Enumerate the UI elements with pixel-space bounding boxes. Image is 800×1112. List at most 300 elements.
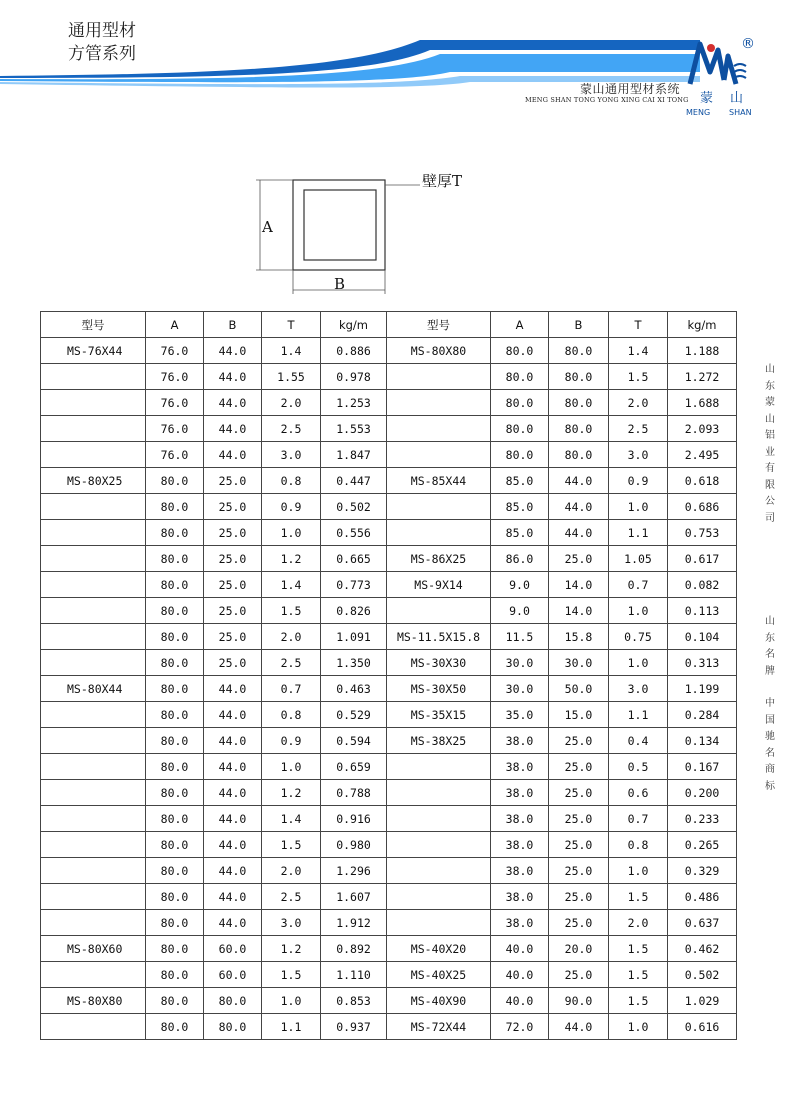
- value-cell: 38.0: [491, 832, 549, 858]
- value-cell: 1.55: [262, 364, 321, 390]
- value-cell: 0.104: [668, 624, 737, 650]
- value-cell: 44.0: [549, 1014, 609, 1040]
- table-row: [41, 520, 737, 546]
- value-cell: 80.0: [146, 988, 204, 1014]
- value-cell: 2.0: [609, 390, 668, 416]
- value-cell: 0.8: [609, 832, 668, 858]
- table-row: [41, 364, 737, 390]
- value-cell: 44.0: [204, 676, 262, 702]
- value-cell: 0.773: [321, 572, 387, 598]
- value-cell: 40.0: [491, 988, 549, 1014]
- value-cell: 1.0: [262, 988, 321, 1014]
- value-cell: 25.0: [204, 468, 262, 494]
- value-cell: 80.0: [491, 338, 549, 364]
- value-cell: 0.462: [668, 936, 737, 962]
- value-cell: 0.9: [262, 728, 321, 754]
- value-cell: 1.199: [668, 676, 737, 702]
- model-cell: [41, 546, 146, 572]
- value-cell: 25.0: [549, 832, 609, 858]
- sidebar-award-1: 山东名牌: [765, 616, 775, 677]
- value-cell: 0.916: [321, 806, 387, 832]
- value-cell: 1.029: [668, 988, 737, 1014]
- value-cell: 0.7: [609, 572, 668, 598]
- value-cell: 0.6: [609, 780, 668, 806]
- value-cell: 0.5: [609, 754, 668, 780]
- model-cell: MS-80X60: [41, 936, 146, 962]
- value-cell: 1.5: [262, 962, 321, 988]
- value-cell: 25.0: [549, 728, 609, 754]
- value-cell: 44.0: [204, 754, 262, 780]
- table-row: [41, 962, 737, 988]
- value-cell: 80.0: [146, 572, 204, 598]
- value-cell: 0.265: [668, 832, 737, 858]
- logo-text-left: MENG: [686, 108, 711, 117]
- value-cell: 0.9: [262, 494, 321, 520]
- value-cell: 44.0: [204, 364, 262, 390]
- model-cell: [387, 884, 491, 910]
- value-cell: 0.686: [668, 494, 737, 520]
- value-cell: 38.0: [491, 884, 549, 910]
- value-cell: 76.0: [146, 390, 204, 416]
- table-row: [41, 598, 737, 624]
- title-line-2: 方管系列: [68, 44, 136, 64]
- value-cell: 44.0: [549, 520, 609, 546]
- value-cell: 80.0: [146, 754, 204, 780]
- value-cell: 38.0: [491, 910, 549, 936]
- value-cell: 80.0: [146, 858, 204, 884]
- value-cell: 80.0: [146, 728, 204, 754]
- value-cell: 80.0: [146, 598, 204, 624]
- table-row: [41, 728, 737, 754]
- value-cell: 80.0: [549, 416, 609, 442]
- value-cell: 11.5: [491, 624, 549, 650]
- value-cell: 0.618: [668, 468, 737, 494]
- value-cell: 2.0: [609, 910, 668, 936]
- model-cell: [41, 728, 146, 754]
- value-cell: 25.0: [204, 546, 262, 572]
- column-header: T: [262, 312, 321, 338]
- model-cell: [41, 442, 146, 468]
- model-cell: [387, 910, 491, 936]
- value-cell: 25.0: [549, 780, 609, 806]
- value-cell: 80.0: [549, 364, 609, 390]
- table-row: [41, 624, 737, 650]
- column-header: A: [146, 312, 204, 338]
- model-cell: [41, 962, 146, 988]
- sidebar-company-name: 山东蒙山铝业有限公司: [765, 364, 775, 524]
- value-cell: 1.607: [321, 884, 387, 910]
- value-cell: 1.2: [262, 936, 321, 962]
- table-row: [41, 338, 737, 364]
- value-cell: 9.0: [491, 572, 549, 598]
- model-cell: [387, 390, 491, 416]
- value-cell: 3.0: [262, 910, 321, 936]
- value-cell: 2.5: [262, 884, 321, 910]
- dimension-label-wall-thickness: 壁厚T: [422, 172, 463, 190]
- value-cell: 3.0: [609, 442, 668, 468]
- value-cell: 1.091: [321, 624, 387, 650]
- value-cell: 2.5: [262, 650, 321, 676]
- model-cell: [387, 832, 491, 858]
- value-cell: 86.0: [491, 546, 549, 572]
- value-cell: 2.093: [668, 416, 737, 442]
- dimension-label-b: B: [334, 275, 346, 293]
- value-cell: 0.7: [262, 676, 321, 702]
- value-cell: 1.2: [262, 546, 321, 572]
- column-header: kg/m: [321, 312, 387, 338]
- value-cell: 80.0: [146, 546, 204, 572]
- model-cell: MS-80X44: [41, 676, 146, 702]
- value-cell: 80.0: [146, 962, 204, 988]
- model-cell: [387, 806, 491, 832]
- column-header: T: [609, 312, 668, 338]
- value-cell: 0.9: [609, 468, 668, 494]
- value-cell: 1.0: [609, 858, 668, 884]
- table-row: [41, 780, 737, 806]
- value-cell: 85.0: [491, 520, 549, 546]
- value-cell: 0.233: [668, 806, 737, 832]
- title-line-1: 通用型材: [68, 21, 136, 41]
- cross-section-diagram: [250, 160, 490, 300]
- brand-name-pinyin: MENG SHAN TONG YONG XING CAI XI TONG: [525, 96, 689, 104]
- model-cell: MS-85X44: [387, 468, 491, 494]
- value-cell: 1.2: [262, 780, 321, 806]
- value-cell: 2.0: [262, 858, 321, 884]
- value-cell: 80.0: [146, 624, 204, 650]
- value-cell: 15.0: [549, 702, 609, 728]
- value-cell: 80.0: [549, 338, 609, 364]
- value-cell: 1.5: [262, 598, 321, 624]
- value-cell: 0.113: [668, 598, 737, 624]
- value-cell: 76.0: [146, 416, 204, 442]
- model-cell: MS-80X80: [41, 988, 146, 1014]
- value-cell: 1.188: [668, 338, 737, 364]
- value-cell: 1.0: [609, 598, 668, 624]
- value-cell: 80.0: [204, 988, 262, 1014]
- model-cell: MS-80X80: [387, 338, 491, 364]
- column-header: A: [491, 312, 549, 338]
- value-cell: 1.912: [321, 910, 387, 936]
- value-cell: 85.0: [491, 468, 549, 494]
- model-cell: [41, 598, 146, 624]
- value-cell: 72.0: [491, 1014, 549, 1040]
- value-cell: 1.0: [609, 650, 668, 676]
- table-row: [41, 442, 737, 468]
- model-cell: [41, 832, 146, 858]
- value-cell: 0.284: [668, 702, 737, 728]
- value-cell: 0.853: [321, 988, 387, 1014]
- logo-char-left: 蒙: [700, 91, 714, 106]
- model-cell: MS-72X44: [387, 1014, 491, 1040]
- table-row: [41, 910, 737, 936]
- model-cell: [41, 650, 146, 676]
- model-cell: [41, 910, 146, 936]
- model-cell: [41, 364, 146, 390]
- value-cell: 0.313: [668, 650, 737, 676]
- column-header: 型号: [41, 312, 146, 338]
- value-cell: 3.0: [609, 676, 668, 702]
- value-cell: 2.0: [262, 390, 321, 416]
- value-cell: 44.0: [204, 910, 262, 936]
- value-cell: 80.0: [146, 936, 204, 962]
- model-cell: [387, 780, 491, 806]
- table-row: [41, 546, 737, 572]
- value-cell: 0.463: [321, 676, 387, 702]
- table-row: [41, 572, 737, 598]
- value-cell: 1.0: [609, 1014, 668, 1040]
- value-cell: 90.0: [549, 988, 609, 1014]
- value-cell: 25.0: [204, 650, 262, 676]
- value-cell: 38.0: [491, 858, 549, 884]
- value-cell: 0.529: [321, 702, 387, 728]
- value-cell: 0.502: [321, 494, 387, 520]
- value-cell: 80.0: [549, 442, 609, 468]
- model-cell: [41, 858, 146, 884]
- table-row: [41, 858, 737, 884]
- model-cell: [387, 858, 491, 884]
- value-cell: 0.502: [668, 962, 737, 988]
- value-cell: 2.495: [668, 442, 737, 468]
- value-cell: 44.0: [204, 338, 262, 364]
- model-cell: [387, 364, 491, 390]
- value-cell: 35.0: [491, 702, 549, 728]
- value-cell: 44.0: [204, 780, 262, 806]
- value-cell: 0.788: [321, 780, 387, 806]
- value-cell: 0.753: [668, 520, 737, 546]
- value-cell: 80.0: [146, 702, 204, 728]
- model-cell: MS-38X25: [387, 728, 491, 754]
- value-cell: 30.0: [491, 676, 549, 702]
- model-cell: [41, 1014, 146, 1040]
- table-row: [41, 468, 737, 494]
- value-cell: 38.0: [491, 806, 549, 832]
- value-cell: 0.8: [262, 468, 321, 494]
- value-cell: 80.0: [146, 650, 204, 676]
- value-cell: 44.0: [204, 702, 262, 728]
- value-cell: 1.4: [262, 806, 321, 832]
- value-cell: 38.0: [491, 728, 549, 754]
- value-cell: 0.978: [321, 364, 387, 390]
- value-cell: 80.0: [204, 1014, 262, 1040]
- value-cell: 2.5: [609, 416, 668, 442]
- value-cell: 25.0: [549, 858, 609, 884]
- model-cell: [41, 702, 146, 728]
- value-cell: 1.5: [609, 884, 668, 910]
- table-row: [41, 390, 737, 416]
- value-cell: 25.0: [549, 884, 609, 910]
- value-cell: 25.0: [204, 624, 262, 650]
- model-cell: [387, 754, 491, 780]
- value-cell: 44.0: [204, 728, 262, 754]
- value-cell: 3.0: [262, 442, 321, 468]
- value-cell: 76.0: [146, 338, 204, 364]
- value-cell: 1.272: [668, 364, 737, 390]
- column-header: B: [549, 312, 609, 338]
- value-cell: 1.1: [609, 520, 668, 546]
- registered-mark: ®: [741, 36, 755, 52]
- value-cell: 1.4: [262, 572, 321, 598]
- value-cell: 44.0: [204, 858, 262, 884]
- value-cell: 14.0: [549, 572, 609, 598]
- model-cell: [41, 884, 146, 910]
- value-cell: 60.0: [204, 936, 262, 962]
- value-cell: 60.0: [204, 962, 262, 988]
- model-cell: [387, 494, 491, 520]
- value-cell: 25.0: [204, 520, 262, 546]
- value-cell: 1.05: [609, 546, 668, 572]
- value-cell: 80.0: [491, 390, 549, 416]
- model-cell: [387, 520, 491, 546]
- value-cell: 0.886: [321, 338, 387, 364]
- model-cell: MS-80X25: [41, 468, 146, 494]
- value-cell: 9.0: [491, 598, 549, 624]
- model-cell: [41, 624, 146, 650]
- model-cell: [387, 442, 491, 468]
- value-cell: 0.447: [321, 468, 387, 494]
- value-cell: 80.0: [491, 416, 549, 442]
- value-cell: 1.553: [321, 416, 387, 442]
- model-cell: MS-40X90: [387, 988, 491, 1014]
- value-cell: 1.847: [321, 442, 387, 468]
- model-cell: MS-40X25: [387, 962, 491, 988]
- value-cell: 25.0: [204, 494, 262, 520]
- logo-char-right: 山: [730, 91, 744, 106]
- value-cell: 80.0: [146, 780, 204, 806]
- dimension-label-a: A: [262, 218, 273, 236]
- value-cell: 44.0: [549, 468, 609, 494]
- model-cell: MS-86X25: [387, 546, 491, 572]
- value-cell: 40.0: [491, 962, 549, 988]
- value-cell: 1.0: [609, 494, 668, 520]
- column-header: 型号: [387, 312, 491, 338]
- model-cell: MS-35X15: [387, 702, 491, 728]
- value-cell: 44.0: [204, 884, 262, 910]
- value-cell: 1.688: [668, 390, 737, 416]
- value-cell: 0.556: [321, 520, 387, 546]
- value-cell: 0.980: [321, 832, 387, 858]
- model-cell: [41, 390, 146, 416]
- table-row: [41, 702, 737, 728]
- value-cell: 0.329: [668, 858, 737, 884]
- value-cell: 0.7: [609, 806, 668, 832]
- value-cell: 14.0: [549, 598, 609, 624]
- value-cell: 44.0: [204, 806, 262, 832]
- value-cell: 25.0: [204, 572, 262, 598]
- value-cell: 25.0: [204, 598, 262, 624]
- value-cell: 1.1: [609, 702, 668, 728]
- value-cell: 0.4: [609, 728, 668, 754]
- value-cell: 80.0: [146, 1014, 204, 1040]
- value-cell: 1.0: [262, 754, 321, 780]
- value-cell: 0.200: [668, 780, 737, 806]
- table-row: [41, 936, 737, 962]
- value-cell: 0.75: [609, 624, 668, 650]
- column-header: kg/m: [668, 312, 737, 338]
- model-cell: [41, 494, 146, 520]
- column-header: B: [204, 312, 262, 338]
- table-row: [41, 988, 737, 1014]
- model-cell: MS-76X44: [41, 338, 146, 364]
- table-row: [41, 416, 737, 442]
- model-cell: [41, 520, 146, 546]
- value-cell: 44.0: [204, 416, 262, 442]
- table-row: [41, 494, 737, 520]
- table-row: [41, 650, 737, 676]
- model-cell: MS-40X20: [387, 936, 491, 962]
- value-cell: 1.5: [609, 364, 668, 390]
- value-cell: 0.659: [321, 754, 387, 780]
- value-cell: 1.253: [321, 390, 387, 416]
- logo-text-right: SHAN: [729, 108, 752, 117]
- value-cell: 0.892: [321, 936, 387, 962]
- value-cell: 0.826: [321, 598, 387, 624]
- value-cell: 0.665: [321, 546, 387, 572]
- value-cell: 0.8: [262, 702, 321, 728]
- brand-name-chinese: 蒙山通用型材系统: [580, 82, 681, 96]
- value-cell: 80.0: [491, 364, 549, 390]
- table-row: [41, 1014, 737, 1040]
- value-cell: 30.0: [491, 650, 549, 676]
- model-cell: [387, 416, 491, 442]
- table-row: [41, 806, 737, 832]
- value-cell: 1.0: [262, 520, 321, 546]
- value-cell: 30.0: [549, 650, 609, 676]
- value-cell: 44.0: [204, 832, 262, 858]
- value-cell: 0.617: [668, 546, 737, 572]
- value-cell: 38.0: [491, 780, 549, 806]
- value-cell: 44.0: [204, 442, 262, 468]
- value-cell: 0.637: [668, 910, 737, 936]
- model-cell: MS-9X14: [387, 572, 491, 598]
- value-cell: 80.0: [491, 442, 549, 468]
- value-cell: 20.0: [549, 936, 609, 962]
- square-tube-spec-table: [40, 311, 737, 1040]
- value-cell: 1.4: [262, 338, 321, 364]
- model-cell: [41, 806, 146, 832]
- value-cell: 25.0: [549, 806, 609, 832]
- value-cell: 25.0: [549, 962, 609, 988]
- value-cell: 40.0: [491, 936, 549, 962]
- value-cell: 0.937: [321, 1014, 387, 1040]
- value-cell: 2.0: [262, 624, 321, 650]
- value-cell: 1.4: [609, 338, 668, 364]
- model-cell: MS-30X30: [387, 650, 491, 676]
- value-cell: 1.1: [262, 1014, 321, 1040]
- model-cell: [387, 598, 491, 624]
- value-cell: 80.0: [146, 676, 204, 702]
- value-cell: 44.0: [204, 390, 262, 416]
- value-cell: 1.110: [321, 962, 387, 988]
- model-cell: MS-11.5X15.8: [387, 624, 491, 650]
- value-cell: 1.5: [609, 962, 668, 988]
- value-cell: 1.5: [262, 832, 321, 858]
- model-cell: [41, 572, 146, 598]
- value-cell: 85.0: [491, 494, 549, 520]
- model-cell: [41, 754, 146, 780]
- value-cell: 1.296: [321, 858, 387, 884]
- table-row: [41, 754, 737, 780]
- table-row: [41, 832, 737, 858]
- value-cell: 0.486: [668, 884, 737, 910]
- value-cell: 0.167: [668, 754, 737, 780]
- value-cell: 25.0: [549, 754, 609, 780]
- value-cell: 80.0: [549, 390, 609, 416]
- model-cell: [41, 780, 146, 806]
- table-header-row: [41, 312, 737, 338]
- model-cell: [41, 416, 146, 442]
- value-cell: 25.0: [549, 910, 609, 936]
- value-cell: 15.8: [549, 624, 609, 650]
